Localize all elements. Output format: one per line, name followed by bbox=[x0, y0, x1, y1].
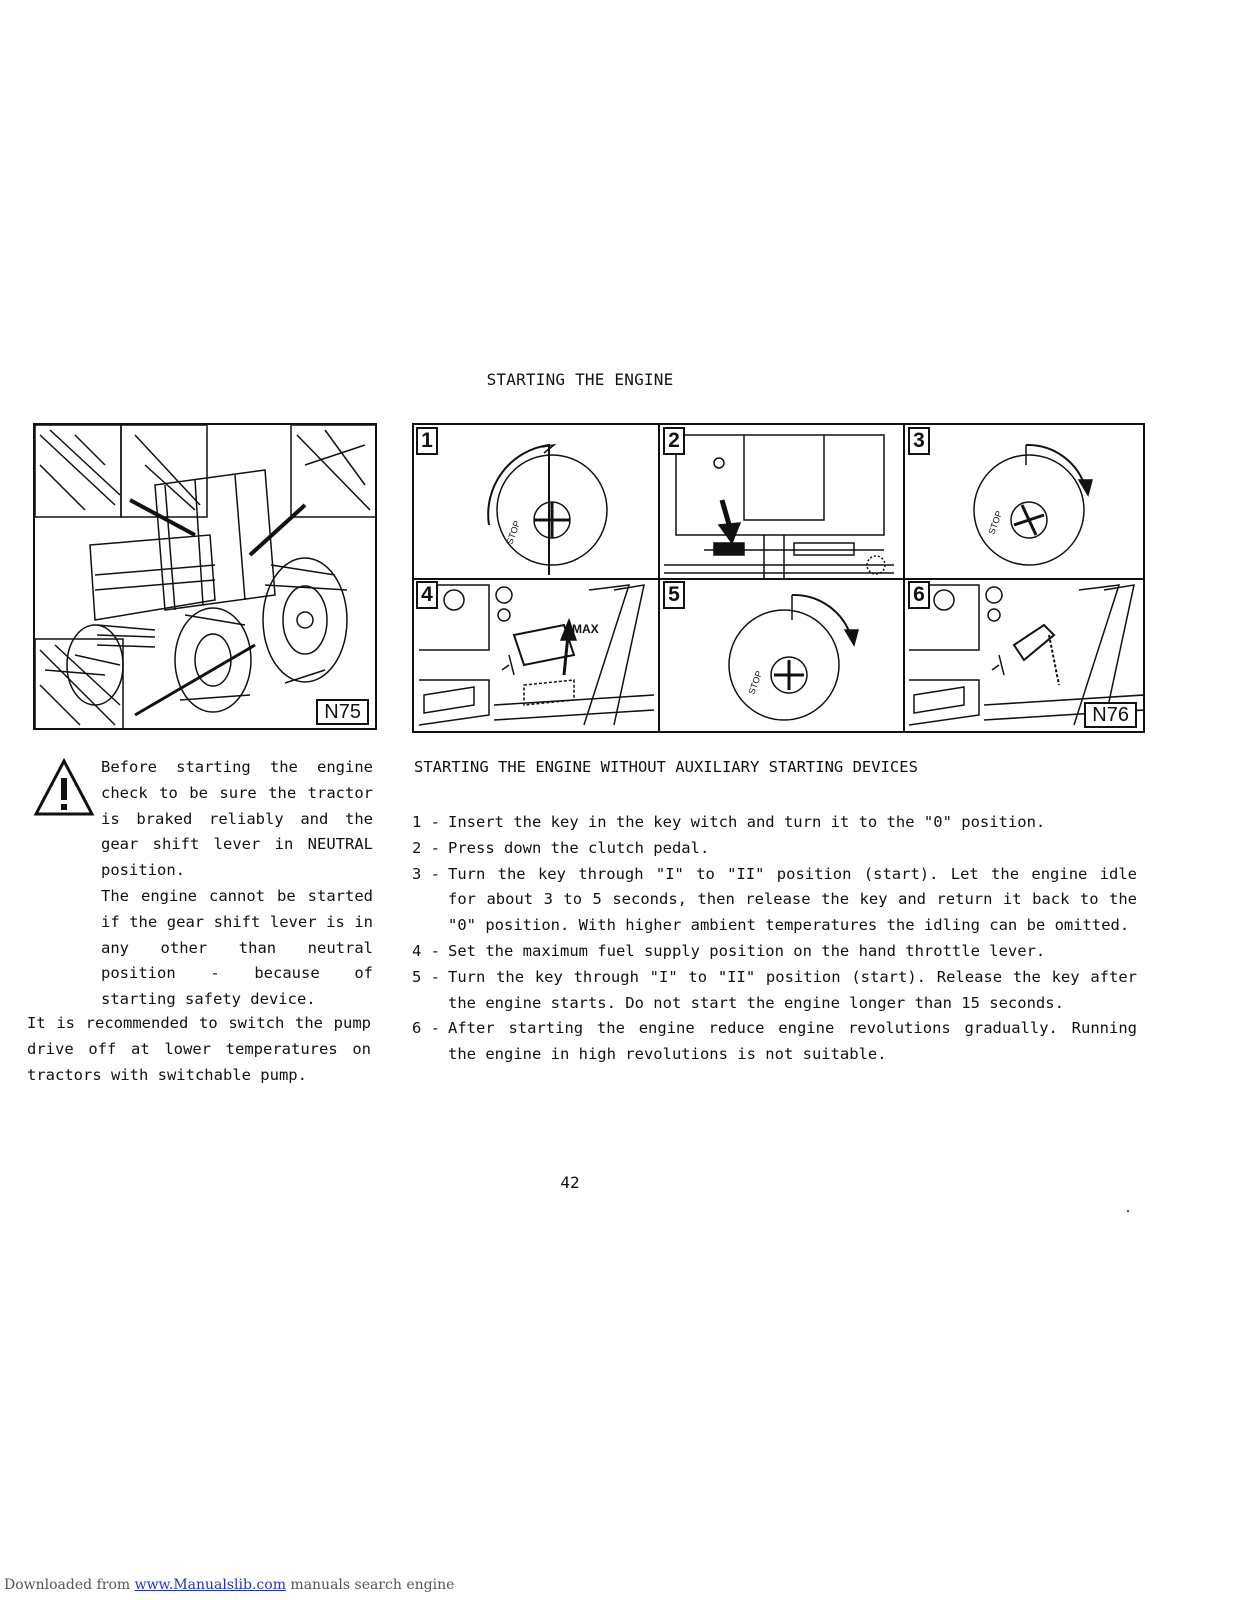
tractor-illustration bbox=[35, 425, 377, 730]
panel-number-4: 4 bbox=[416, 581, 438, 609]
dial-text-1: STOP bbox=[504, 519, 523, 546]
warning-paragraph-1: Before starting the engine check to be sure the tractor is braked reliably and the gear shift lever in NEUTRAL position. bbox=[101, 758, 373, 880]
warning-text bbox=[101, 755, 373, 1013]
step-number: 6 - bbox=[412, 1019, 440, 1038]
figure-starting-steps bbox=[412, 423, 1145, 733]
step-number: 2 - bbox=[412, 838, 440, 857]
step-text: After starting the engine reduce engine revolutions gradually. Running the engine in high revolutions is not suitable. bbox=[448, 1019, 1137, 1064]
step-item bbox=[412, 836, 1137, 862]
step-text: Insert the key in the key witch and turn it to the "0" position. bbox=[448, 813, 1046, 831]
step-text: Set the maximum fuel supply position on the hand throttle lever. bbox=[448, 941, 1046, 960]
step-text: Turn the key through "I" to "II" position (start). Let the engine idle for about 3 to 5 seconds, then release the key and return it back to the "0" position. With higher ambient temperatures the idling can be omitted. bbox=[448, 864, 1137, 935]
figure-label-n75: N75 bbox=[316, 699, 369, 725]
page-title: STARTING THE ENGINE bbox=[486, 370, 674, 389]
footer-suffix: manuals search engine bbox=[285, 1577, 455, 1593]
footer-prefix: Downloaded from bbox=[4, 1577, 135, 1593]
dial-text-5: STOP bbox=[746, 669, 765, 696]
panel-number-1: 1 bbox=[416, 427, 438, 455]
step-text: Turn the key through "I" to "II" position (start). Release the key after the engine starts. Do not start the engine longer than 15 seconds. bbox=[448, 967, 1137, 1012]
step-item bbox=[412, 862, 1137, 939]
section-heading: STARTING THE ENGINE WITHOUT AUXILIARY STARTING DEVICES bbox=[414, 758, 918, 776]
step-number: 3 - bbox=[412, 864, 440, 883]
step-item bbox=[412, 810, 1137, 836]
warning-icon bbox=[33, 758, 95, 820]
step-text: Press down the clutch pedal. bbox=[448, 838, 710, 857]
step-item bbox=[412, 965, 1137, 1017]
step-number: 1 - bbox=[412, 813, 440, 831]
max-text: MAX bbox=[572, 622, 599, 636]
stray-dot bbox=[1127, 1210, 1129, 1212]
manualslib-link[interactable]: www.Manualslib.com bbox=[134, 1577, 286, 1593]
step-item bbox=[412, 939, 1137, 965]
panel-number-5: 5 bbox=[663, 581, 685, 609]
panel-number-6: 6 bbox=[908, 581, 930, 609]
step-number: 5 - bbox=[412, 967, 440, 986]
dial-text-3: STOP bbox=[986, 509, 1005, 536]
figure-tractor bbox=[33, 423, 377, 730]
panel-number-3: 3 bbox=[908, 427, 930, 455]
steps-list bbox=[412, 810, 1137, 1068]
warning-paragraph-2: The engine cannot be started if the gear shift lever is in any other than neutral position - because of starting safety device. bbox=[101, 886, 373, 1009]
figure-label-n76: N76 bbox=[1084, 702, 1137, 728]
step-number: 4 - bbox=[412, 941, 440, 960]
panel-number-2: 2 bbox=[663, 427, 685, 455]
steps-illustration bbox=[414, 425, 1145, 733]
recommendation-text: It is recommended to switch the pump drive off at lower temperatures on tractors with switchable pump. bbox=[27, 1014, 371, 1084]
page-number: 42 bbox=[560, 1173, 580, 1192]
step-item bbox=[412, 1016, 1137, 1068]
footer bbox=[4, 1577, 454, 1593]
